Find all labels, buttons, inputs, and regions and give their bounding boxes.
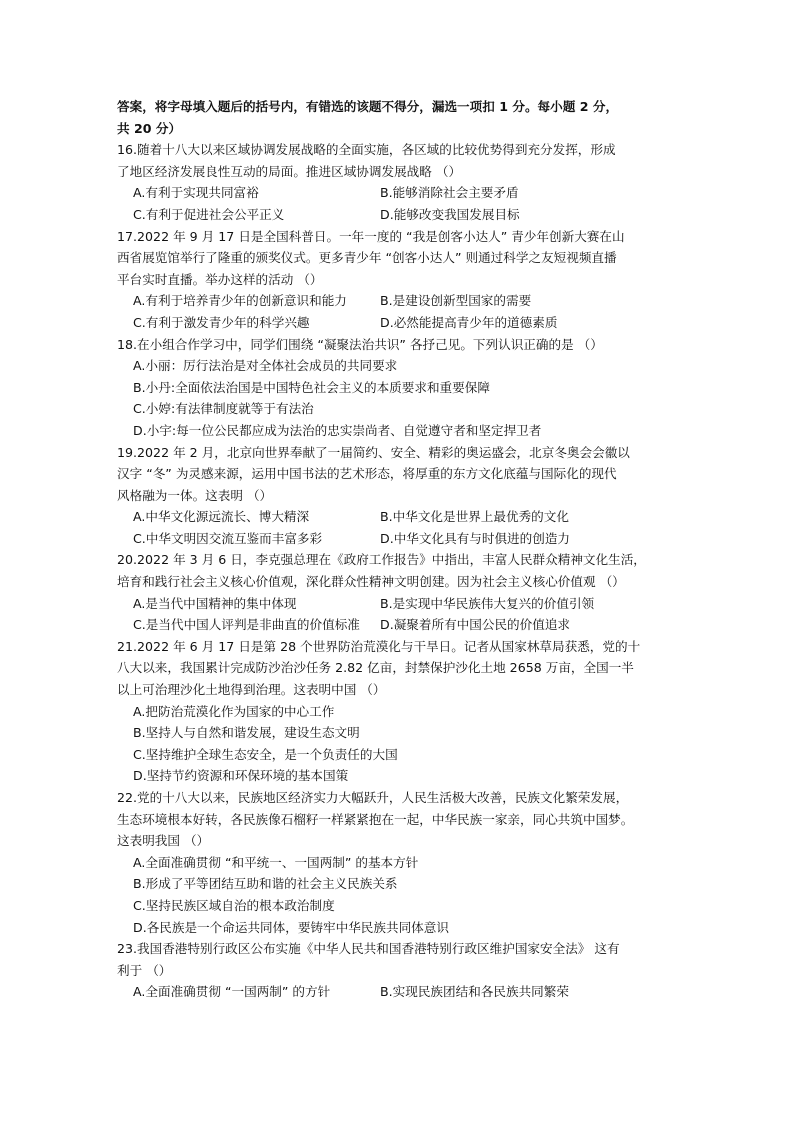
question-stem-line: 利于 （） [117,962,172,978]
instructions-line-2: 共 20 分） [117,120,182,136]
question-stem-line: 17.2022 年 9 月 17 日是全国科普日。一年一度的 “我是创客小达人” 青少年创新大赛在山 [117,228,625,244]
answer-option: D.坚持节约资源和环保环境的基本国策 [133,768,349,784]
question-stem-line: 风格融为一体。这表明 （） [117,487,273,503]
question-19 [117,442,683,550]
answer-option: B.是建设创新型国家的需要 [380,293,532,309]
question-stem-line: 平台实时直播。举办这样的活动 （） [117,271,323,287]
question-stem-line: 18.在小组合作学习中，同学们围绕 “凝聚法治共识” 各抒己见。下列认识正确的是 （） [117,336,603,352]
answer-option: A.全面准确贯彻 “和平统一、一国两制” 的基本方针 [133,854,419,870]
question-stem-line: 这表明我国 （） [117,833,210,849]
question-21 [117,636,683,787]
question-stem-line: 培育和践行社会主义核心价值观，深化群众性精神文明创建。因为社会主义核心价值观 （） [117,574,625,590]
answer-option: D.必然能提高青少年的道德素质 [380,314,558,330]
answer-option: C.中华文明因交流互鉴而丰富多彩 [133,530,323,546]
answer-option: A.中华文化源远流长、博大精深 [133,509,310,525]
answer-option: B.坚持人与自然和谐发展，建设生态文明 [133,725,360,741]
answer-option: A.全面准确贯彻 “一国两制” 的方针 [133,984,331,1000]
question-stem-line: 16.随着十八大以来区域协调发展战略的全面实施，各区域的比较优势得到充分发挥，形成 [117,142,616,158]
answer-option: A.小丽：厉行法治是对全体社会成员的共同要求 [133,358,398,374]
answer-option: B.能够消除社会主要矛盾 [380,185,519,201]
answer-option: B.是实现中华民族伟大复兴的价值引领 [380,595,595,611]
answer-option: B.形成了平等团结互助和谐的社会主义民族关系 [133,876,398,892]
answer-option: B.实现民族团结和各民族共同繁荣 [380,984,569,1000]
answer-option: C.有利于激发青少年的科学兴趣 [133,314,310,330]
answer-option: D.各民族是一个命运共同体，要铸牢中华民族共同体意识 [133,919,449,935]
answer-option: A.把防治荒漠化作为国家的中心工作 [133,703,335,719]
answer-option: D.小宇:每一位公民都应成为法治的忠实崇尚者、自觉遵守者和坚定捍卫者 [133,422,542,438]
answer-option: B.小丹:全面依法治国是中国特色社会主义的本质要求和重要保障 [133,379,490,395]
answer-option: C.坚持民族区域自治的根本政治制度 [133,897,335,913]
question-stem-line: 汉字 “冬” 为灵感来源，运用中国书法的艺术形态，将厚重的东方文化底蕴与国际化的现代 [117,466,617,482]
answer-option: D.能够改变我国发展目标 [380,206,520,222]
question-stem-line: 23.我国香港特别行政区公布实施《中华人民共和国香港特别行政区维护国家安全法》 这有 [117,941,620,957]
question-23 [117,938,683,1003]
question-stem-line: 22.党的十八大以来，民族地区经济实力大幅跃升，人民生活极大改善，民族文化繁荣发展， [117,790,629,805]
answer-option: B.中华文化是世界上最优秀的文化 [380,509,569,525]
question-stem-line: 19.2022 年 2 月，北京向世界奉献了一届简约、安全、精彩的奥运盛会，北京冬奥会会徽以 [117,444,630,460]
answer-option: C.有利于促进社会公平正义 [133,206,285,222]
answer-option: D.中华文化具有与时俱进的创造力 [380,530,571,546]
question-18 [117,334,683,442]
question-stem-line: 生态环境根本好转，各民族像石榴籽一样紧紧抱在一起，中华民族一家亲，同心共筑中国梦。 [117,811,634,827]
answer-option: C.是当代中国人评判是非曲直的价值标准 [133,617,360,633]
question-22 [117,787,683,938]
question-stem-line: 以上可治理沙化土地得到治理。这表明中国 （） [117,682,386,698]
question-17 [117,226,683,334]
question-stem-line: 21.2022 年 6 月 17 日是第 28 个世界防治荒漠化与干旱日。记者从国家林草局获悉，党的十 [117,638,641,654]
question-stem-line: 西省展览馆举行了隆重的颁奖仪式。更多青少年 “创客小达人” 则通过科学之友短视频直播 [117,250,617,266]
answer-option: A.是当代中国精神的集中体现 [133,595,297,611]
question-list [117,139,683,1003]
answer-option: A.有利于实现共同富裕 [133,185,259,201]
question-stem-line: 20.2022 年 3 月 6 日，李克强总理在《政府工作报告》中指出，丰富人民群众精神文化生活， [117,552,646,568]
answer-option: C.小婷:有法律制度就等于有法治 [133,401,314,417]
question-16 [117,139,683,225]
question-20 [117,549,683,635]
instructions-line-1: 答案，将字母填入题后的括号内，有错选的该题不得分，漏选一项扣 1 分。每小题 2 分， [117,99,619,114]
answer-option: C.坚持维护全球生态安全，是一个负责任的大国 [133,746,398,762]
exam-page [117,96,683,1003]
question-stem-line: 了地区经济发展良性互动的局面。推进区域协调发展战略 （） [117,163,462,179]
question-stem-line: 八大以来，我国累计完成防沙治沙任务 2.82 亿亩，封禁保护沙化土地 2658 万亩，全国一半 [117,660,634,676]
answer-option: A.有利于培养青少年的创新意识和能力 [133,293,347,309]
answer-option: D.凝聚着所有中国公民的价值追求 [380,617,571,633]
